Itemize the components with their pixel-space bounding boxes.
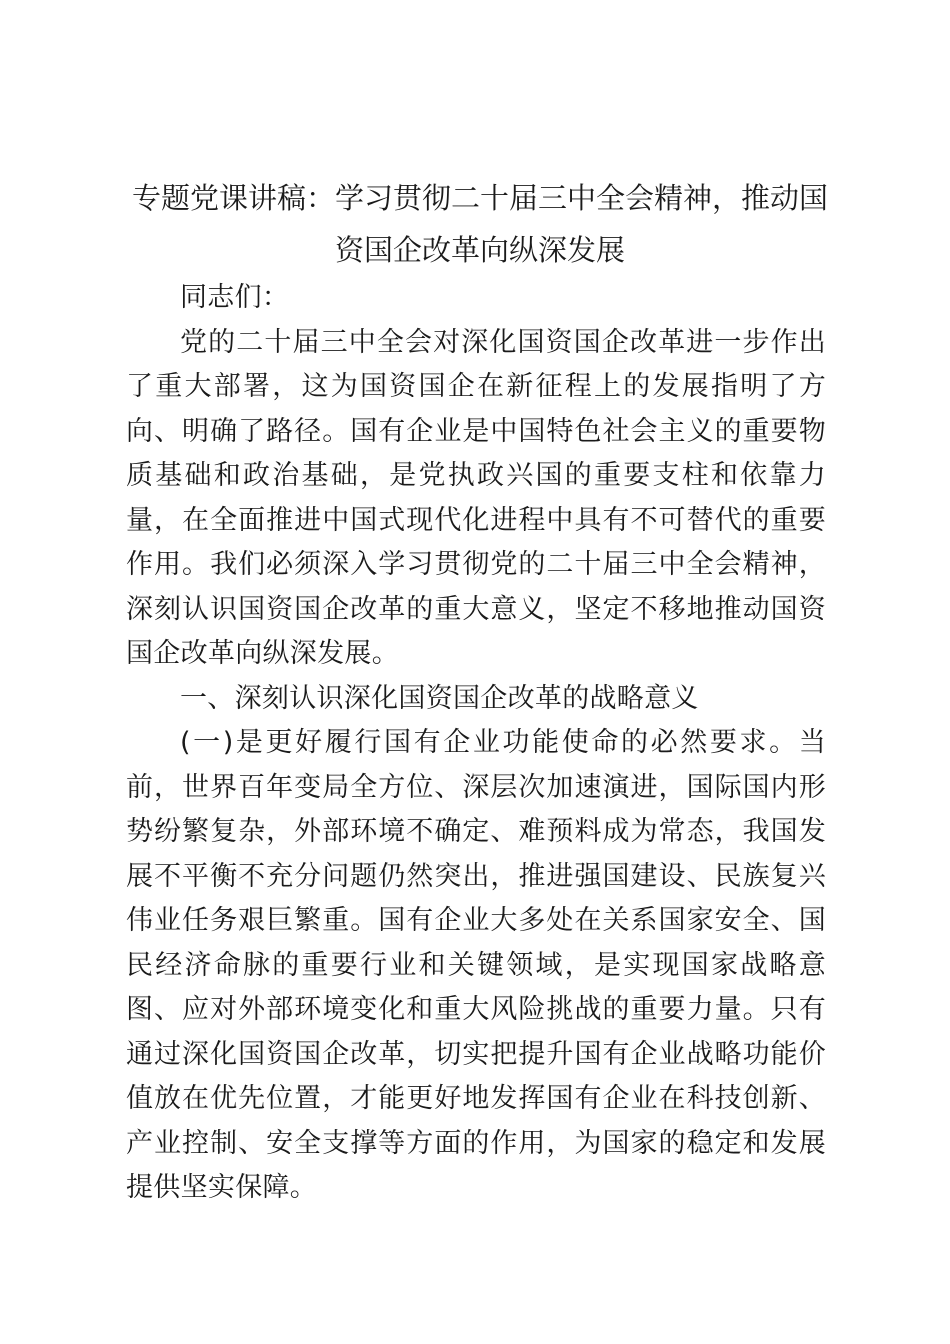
paragraph-subsection-1: (一)是更好履行国有企业功能使命的必然要求。当前，世界百年变局全方位、深层次加速演进，国际国内形势纷繁复杂，外部环境不确定、难预料成为常态，我国发展不平衡不充分问题仍然突出，推进强国建设、民族复兴伟业任务艰巨繁重。国有企业大多处在关系国家安全、国民经济命脉的重要行业和关键领域，是实现国家战略意图、应对外部环境变化和重大风险挑战的重要力量。只有通过深化国资国企改革，切实把提升国有企业战略功能价值放在优先位置，才能更好地发挥国有企业在科技创新、产业控制、安全支撑等方面的作用，为国家的稳定和发展提供坚实保障。 bbox=[126, 727, 826, 1203]
paragraph-intro: 党的二十届三中全会对深化国资国企改革进一步作出了重大部署，这为国资国企在新征程上的发展指明了方向、明确了路径。国有企业是中国特色社会主义的重要物质基础和政治基础，是党执政兴国的重要支柱和依靠力量，在全面推进中国式现代化进程中具有不可替代的重要作用。我们必须深入学习贯彻党的二十届三中全会精神，深刻认识国资国企改革的重大意义，坚定不移地推动国资国企改革向纵深发展。 bbox=[126, 326, 826, 669]
document-body bbox=[126, 276, 826, 1211]
salutation: 同志们： bbox=[180, 282, 290, 313]
section-heading-1: 一、深刻认识深化国资国企改革的战略意义 bbox=[180, 682, 699, 714]
document-title: 专题党课讲稿：学习贯彻二十届三中全会精神，推动国资国企改革向纵深发展 bbox=[131, 181, 828, 267]
